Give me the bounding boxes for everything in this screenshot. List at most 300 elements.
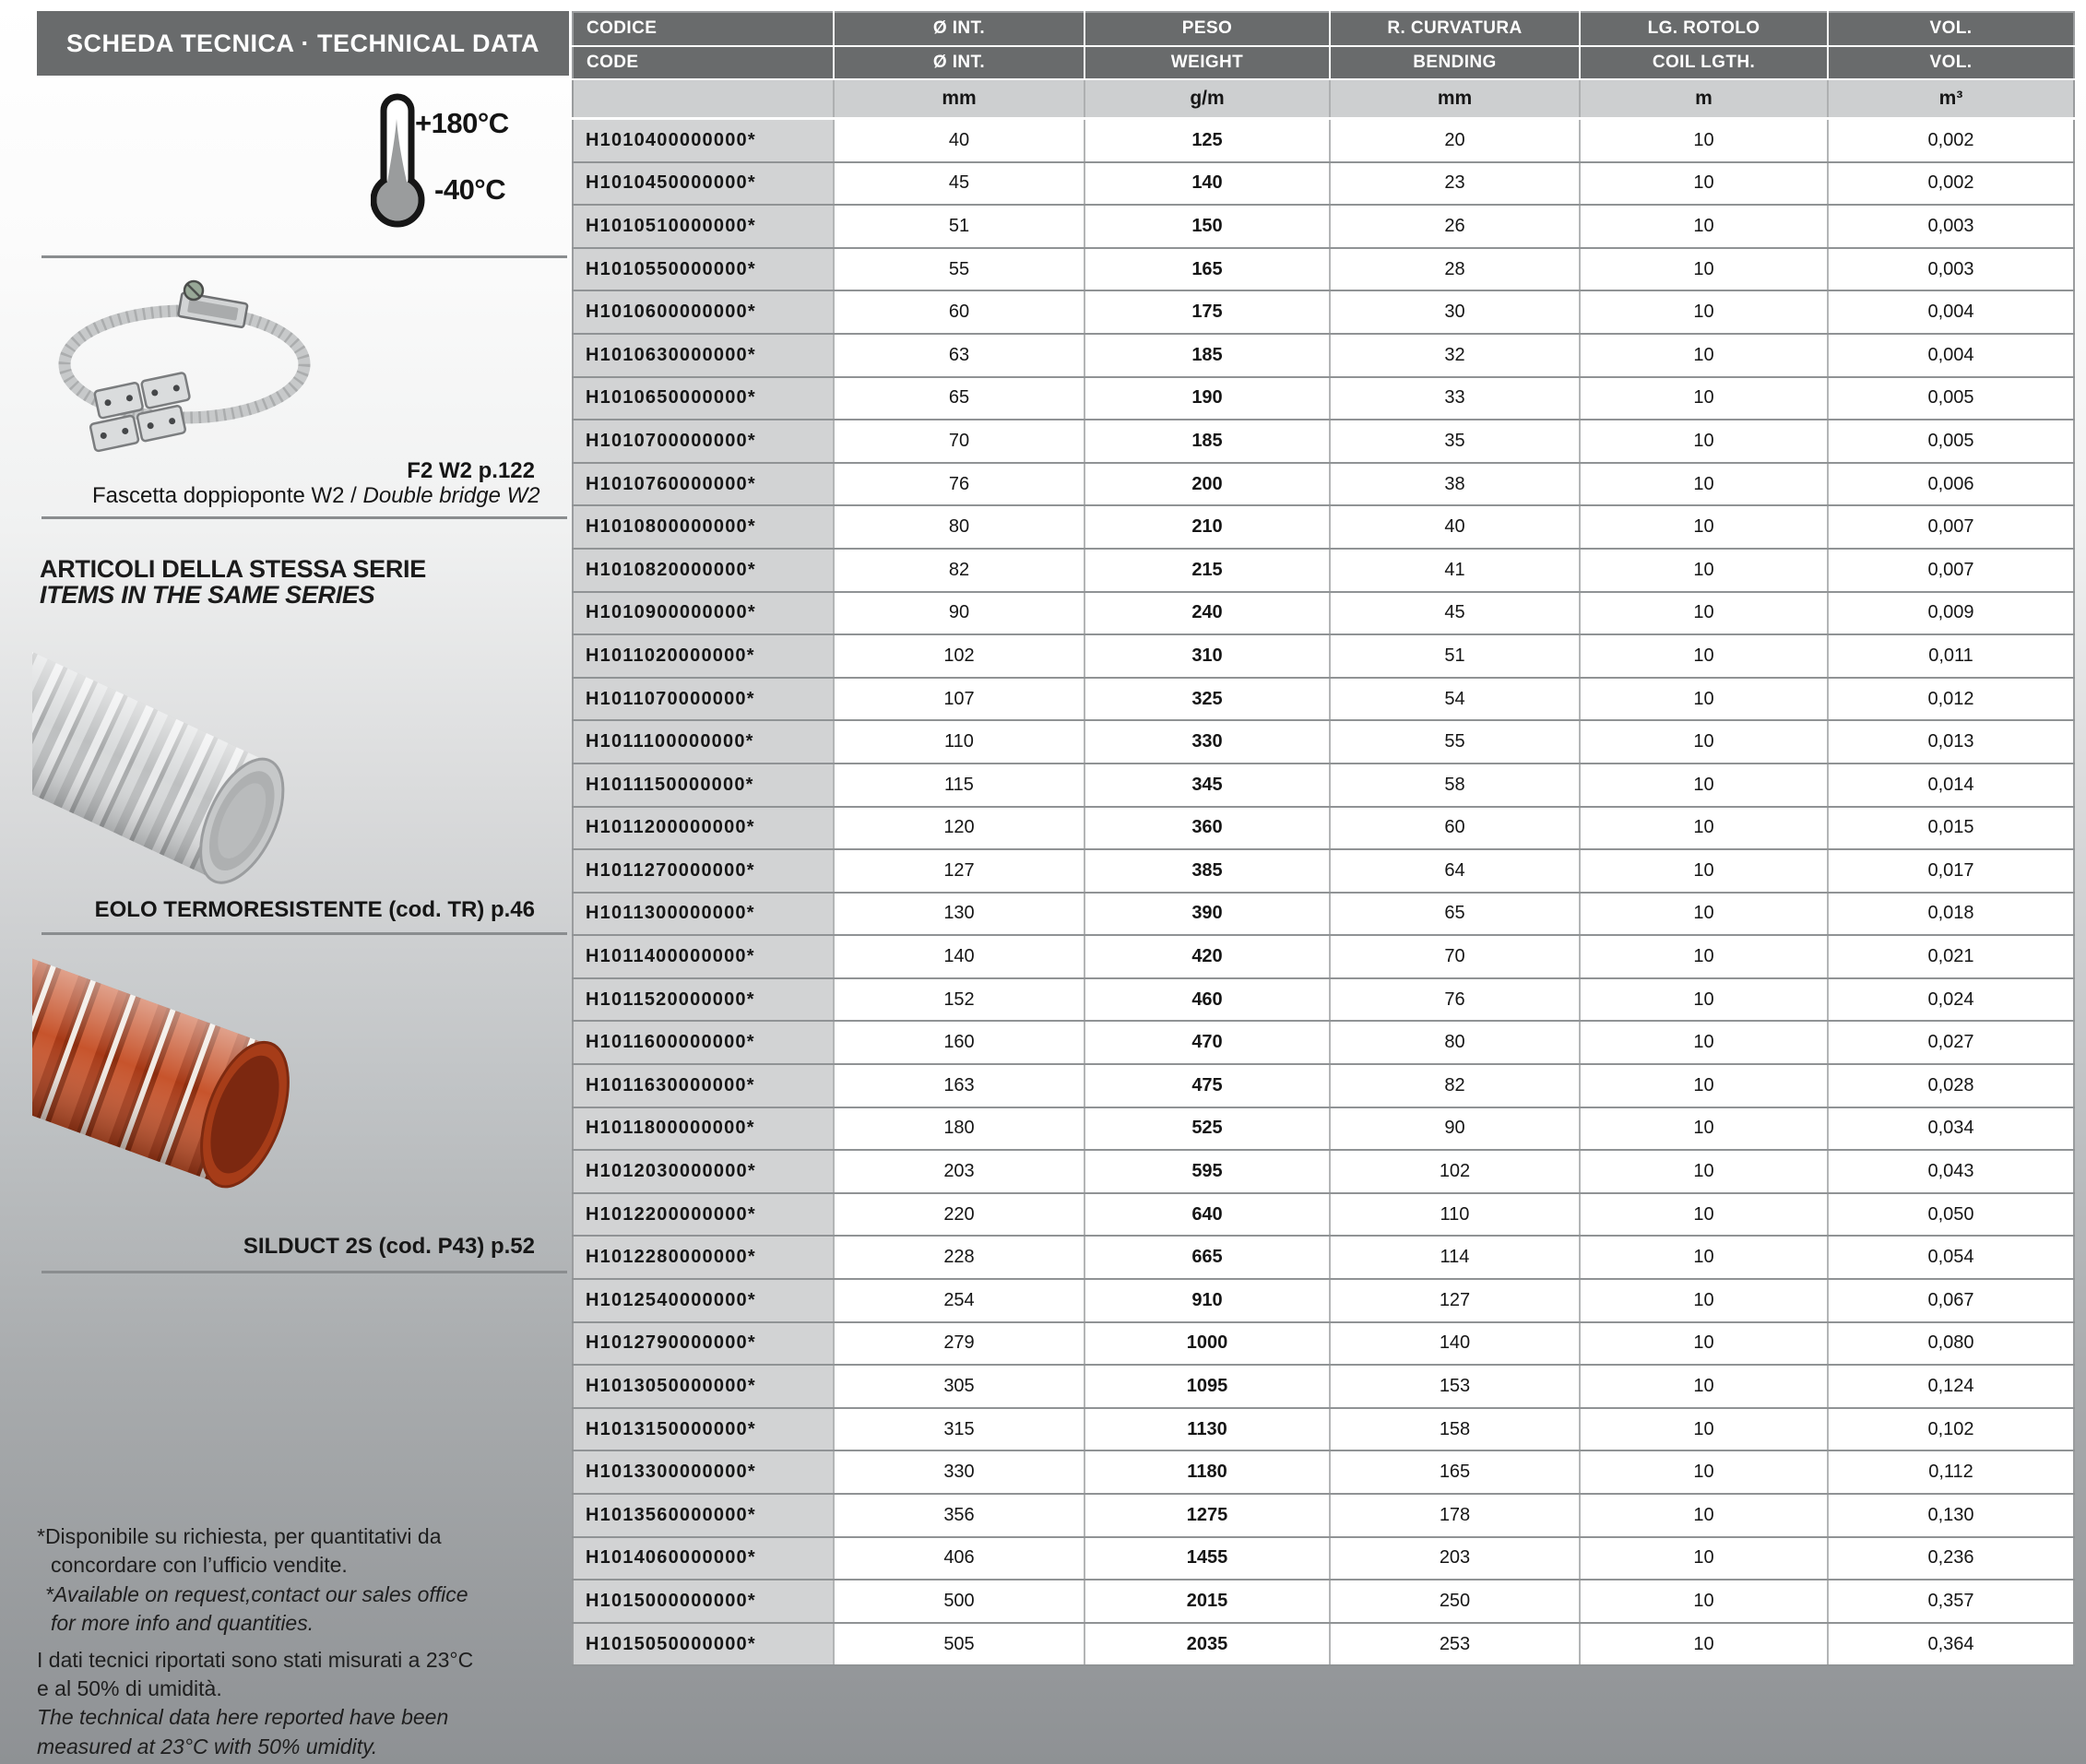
- coil-length-cell: 10: [1580, 935, 1828, 978]
- table-row: [573, 1580, 2074, 1623]
- bending-cell: 23: [1330, 162, 1580, 206]
- diameter-cell: 228: [834, 1236, 1084, 1279]
- table-row: [573, 978, 2074, 1022]
- bending-cell: 250: [1330, 1580, 1580, 1623]
- bending-cell: 64: [1330, 849, 1580, 893]
- table-row: [573, 1494, 2074, 1537]
- weight-cell: 470: [1084, 1021, 1330, 1064]
- table-row: [573, 1322, 2074, 1366]
- temp-min-label: -40°C: [434, 173, 506, 206]
- volume-cell: 0,002: [1828, 162, 2074, 206]
- bending-cell: 140: [1330, 1322, 1580, 1366]
- code-cell: H1011520000000*: [573, 978, 834, 1022]
- diameter-cell: 163: [834, 1064, 1084, 1107]
- unit-cell-volume: m³: [1828, 79, 2074, 119]
- coil-length-cell: 10: [1580, 162, 1828, 206]
- bending-cell: 165: [1330, 1450, 1580, 1494]
- code-cell: H1010900000000*: [573, 592, 834, 635]
- bending-cell: 253: [1330, 1623, 1580, 1666]
- coil-length-cell: 10: [1580, 1365, 1828, 1408]
- code-cell: H1010700000000*: [573, 420, 834, 463]
- bending-cell: 80: [1330, 1021, 1580, 1064]
- code-cell: H1012030000000*: [573, 1150, 834, 1193]
- same-series-title-en: ITEMS IN THE SAME SERIES: [40, 581, 375, 609]
- volume-cell: 0,009: [1828, 592, 2074, 635]
- weight-cell: 345: [1084, 764, 1330, 807]
- table-row: [573, 1021, 2074, 1064]
- weight-cell: 420: [1084, 935, 1330, 978]
- divider: [41, 1271, 567, 1273]
- diameter-cell: 330: [834, 1450, 1084, 1494]
- table-row: [573, 205, 2074, 248]
- table-row: [573, 377, 2074, 420]
- diameter-cell: 80: [834, 505, 1084, 549]
- bending-cell: 45: [1330, 592, 1580, 635]
- diameter-cell: 55: [834, 248, 1084, 291]
- diameter-cell: 152: [834, 978, 1084, 1022]
- unit-cell-bending: mm: [1330, 79, 1580, 119]
- code-cell: H1010550000000*: [573, 248, 834, 291]
- coil-length-cell: 10: [1580, 849, 1828, 893]
- weight-cell: 475: [1084, 1064, 1330, 1107]
- coil-length-cell: 10: [1580, 463, 1828, 506]
- table-body: [573, 119, 2074, 1666]
- unit-cell-coil: m: [1580, 79, 1828, 119]
- diameter-cell: 115: [834, 764, 1084, 807]
- table-row: [573, 290, 2074, 334]
- volume-cell: 0,003: [1828, 248, 2074, 291]
- weight-cell: 460: [1084, 978, 1330, 1022]
- bending-cell: 28: [1330, 248, 1580, 291]
- column-header-weight-en: WEIGHT: [1084, 46, 1330, 80]
- table-row: [573, 1064, 2074, 1107]
- volume-cell: 0,236: [1828, 1537, 2074, 1580]
- volume-cell: 0,130: [1828, 1494, 2074, 1537]
- clamp-photo: [51, 270, 318, 459]
- coil-length-cell: 10: [1580, 549, 1828, 592]
- weight-cell: 175: [1084, 290, 1330, 334]
- clamp-caption-en: Double bridge W2: [362, 483, 540, 508]
- weight-cell: 240: [1084, 592, 1330, 635]
- bending-cell: 33: [1330, 377, 1580, 420]
- volume-cell: 0,027: [1828, 1021, 2074, 1064]
- volume-cell: 0,112: [1828, 1450, 2074, 1494]
- diameter-cell: 51: [834, 205, 1084, 248]
- code-cell: H1011100000000*: [573, 720, 834, 764]
- footnote-measurement-it-line1: I dati tecnici riportati sono stati misurati a 23°C: [37, 1647, 474, 1672]
- bending-cell: 35: [1330, 420, 1580, 463]
- diameter-cell: 63: [834, 334, 1084, 377]
- diameter-cell: 130: [834, 893, 1084, 936]
- table-row: [573, 1107, 2074, 1151]
- volume-cell: 0,021: [1828, 935, 2074, 978]
- column-header-coil-it: LG. ROTOLO: [1580, 12, 1828, 46]
- coil-length-cell: 10: [1580, 334, 1828, 377]
- table-row: [573, 505, 2074, 549]
- code-cell: H1014060000000*: [573, 1537, 834, 1580]
- diameter-cell: 160: [834, 1021, 1084, 1064]
- coil-length-cell: 10: [1580, 119, 1828, 162]
- code-cell: H1010400000000*: [573, 119, 834, 162]
- footnotes: [37, 1522, 480, 1761]
- diameter-cell: 279: [834, 1322, 1084, 1366]
- unit-cell-code: [573, 79, 834, 119]
- silduct-hose-photo: [32, 948, 304, 1208]
- code-cell: H1015050000000*: [573, 1623, 834, 1666]
- weight-cell: 665: [1084, 1236, 1330, 1279]
- diameter-cell: 356: [834, 1494, 1084, 1537]
- footnote-measurement-en-line1: The technical data here reported have been: [37, 1705, 449, 1730]
- column-header-diameter-en: Ø INT.: [834, 46, 1084, 80]
- coil-length-cell: 10: [1580, 1580, 1828, 1623]
- volume-cell: 0,364: [1828, 1623, 2074, 1666]
- footnote-availability-en-line2: for more info and quantities.: [51, 1611, 314, 1636]
- code-cell: H1011270000000*: [573, 849, 834, 893]
- unit-cell-weight: g/m: [1084, 79, 1330, 119]
- volume-cell: 0,357: [1828, 1580, 2074, 1623]
- column-header-code-it: CODICE: [573, 12, 834, 46]
- table-row: [573, 420, 2074, 463]
- table-row: [573, 463, 2074, 506]
- bending-cell: 41: [1330, 549, 1580, 592]
- table-row: [573, 1150, 2074, 1193]
- code-cell: H1011150000000*: [573, 764, 834, 807]
- footnote-measurement-it-line2: e al 50% di umidità.: [37, 1676, 222, 1701]
- divider: [41, 516, 567, 519]
- volume-cell: 0,034: [1828, 1107, 2074, 1151]
- clamp-caption-it: Fascetta doppioponte W2 /: [92, 483, 363, 508]
- weight-cell: 910: [1084, 1279, 1330, 1322]
- eolo-hose-photo: [32, 648, 304, 899]
- table-row: [573, 549, 2074, 592]
- weight-cell: 190: [1084, 377, 1330, 420]
- coil-length-cell: 10: [1580, 1107, 1828, 1151]
- diameter-cell: 254: [834, 1279, 1084, 1322]
- bending-cell: 54: [1330, 678, 1580, 721]
- table-row: [573, 334, 2074, 377]
- volume-cell: 0,017: [1828, 849, 2074, 893]
- diameter-cell: 500: [834, 1580, 1084, 1623]
- diameter-cell: 65: [834, 377, 1084, 420]
- code-cell: H1010800000000*: [573, 505, 834, 549]
- table-row: [573, 1365, 2074, 1408]
- coil-length-cell: 10: [1580, 1537, 1828, 1580]
- table-row: [573, 1623, 2074, 1666]
- coil-length-cell: 10: [1580, 807, 1828, 850]
- column-header-volume-en: VOL.: [1828, 46, 2074, 80]
- bending-cell: 178: [1330, 1494, 1580, 1537]
- volume-cell: 0,014: [1828, 764, 2074, 807]
- column-header-weight-it: PESO: [1084, 12, 1330, 46]
- table-row: [573, 1450, 2074, 1494]
- code-cell: H1010600000000*: [573, 290, 834, 334]
- coil-length-cell: 10: [1580, 592, 1828, 635]
- coil-length-cell: 10: [1580, 720, 1828, 764]
- divider: [41, 255, 567, 258]
- footnote-availability-it-line2: concordare con l’ufficio vendite.: [51, 1553, 348, 1578]
- page-title-bar: [37, 11, 569, 76]
- footnote-measurement-en-line2: measured at 23°C with 50% umidity.: [37, 1734, 378, 1758]
- clamp-caption: [92, 483, 540, 509]
- volume-cell: 0,005: [1828, 377, 2074, 420]
- code-cell: H1010510000000*: [573, 205, 834, 248]
- weight-cell: 1180: [1084, 1450, 1330, 1494]
- coil-length-cell: 10: [1580, 290, 1828, 334]
- volume-cell: 0,002: [1828, 119, 2074, 162]
- table-row: [573, 1537, 2074, 1580]
- code-cell: H1011400000000*: [573, 935, 834, 978]
- weight-cell: 525: [1084, 1107, 1330, 1151]
- weight-cell: 310: [1084, 634, 1330, 678]
- bending-cell: 26: [1330, 205, 1580, 248]
- coil-length-cell: 10: [1580, 420, 1828, 463]
- volume-cell: 0,015: [1828, 807, 2074, 850]
- code-cell: H1015000000000*: [573, 1580, 834, 1623]
- table-units-row: [573, 79, 2074, 119]
- code-cell: H1010450000000*: [573, 162, 834, 206]
- coil-length-cell: 10: [1580, 248, 1828, 291]
- volume-cell: 0,004: [1828, 290, 2074, 334]
- diameter-cell: 127: [834, 849, 1084, 893]
- coil-length-cell: 10: [1580, 505, 1828, 549]
- code-cell: H1011600000000*: [573, 1021, 834, 1064]
- weight-cell: 185: [1084, 334, 1330, 377]
- bending-cell: 153: [1330, 1365, 1580, 1408]
- volume-cell: 0,003: [1828, 205, 2074, 248]
- volume-cell: 0,018: [1828, 893, 2074, 936]
- diameter-cell: 90: [834, 592, 1084, 635]
- volume-cell: 0,067: [1828, 1279, 2074, 1322]
- weight-cell: 330: [1084, 720, 1330, 764]
- clamp-code-label: F2 W2 p.122: [407, 458, 535, 483]
- coil-length-cell: 10: [1580, 634, 1828, 678]
- weight-cell: 185: [1084, 420, 1330, 463]
- bending-cell: 114: [1330, 1236, 1580, 1279]
- table-row: [573, 1236, 2074, 1279]
- coil-length-cell: 10: [1580, 764, 1828, 807]
- code-cell: H1013560000000*: [573, 1494, 834, 1537]
- table-row: [573, 720, 2074, 764]
- code-cell: H1013300000000*: [573, 1450, 834, 1494]
- footnote-availability-en-line1: *Available on request,contact our sales office: [45, 1581, 468, 1606]
- code-cell: H1012280000000*: [573, 1236, 834, 1279]
- weight-cell: 150: [1084, 205, 1330, 248]
- table-row: [573, 592, 2074, 635]
- diameter-cell: 315: [834, 1408, 1084, 1451]
- bending-cell: 65: [1330, 893, 1580, 936]
- weight-cell: 2035: [1084, 1623, 1330, 1666]
- code-cell: H1011630000000*: [573, 1064, 834, 1107]
- code-cell: H1011300000000*: [573, 893, 834, 936]
- table-row: [573, 162, 2074, 206]
- coil-length-cell: 10: [1580, 1450, 1828, 1494]
- table-header-row-it: [573, 12, 2074, 46]
- coil-length-cell: 10: [1580, 1150, 1828, 1193]
- table-row: [573, 1193, 2074, 1237]
- table-row: [573, 893, 2074, 936]
- code-cell: H1012540000000*: [573, 1279, 834, 1322]
- table-row: [573, 678, 2074, 721]
- weight-cell: 595: [1084, 1150, 1330, 1193]
- bending-cell: 102: [1330, 1150, 1580, 1193]
- bending-cell: 203: [1330, 1537, 1580, 1580]
- diameter-cell: 40: [834, 119, 1084, 162]
- coil-length-cell: 10: [1580, 1236, 1828, 1279]
- divider: [41, 932, 567, 935]
- bending-cell: 60: [1330, 807, 1580, 850]
- coil-length-cell: 10: [1580, 678, 1828, 721]
- weight-cell: 385: [1084, 849, 1330, 893]
- weight-cell: 2015: [1084, 1580, 1330, 1623]
- diameter-cell: 70: [834, 420, 1084, 463]
- table-row: [573, 764, 2074, 807]
- page-title: SCHEDA TECNICA · TECHNICAL DATA: [66, 29, 539, 57]
- weight-cell: 1275: [1084, 1494, 1330, 1537]
- technical-data-table: [572, 11, 2075, 1666]
- coil-length-cell: 10: [1580, 1408, 1828, 1451]
- unit-cell-diameter: mm: [834, 79, 1084, 119]
- volume-cell: 0,007: [1828, 505, 2074, 549]
- code-cell: H1011020000000*: [573, 634, 834, 678]
- weight-cell: 1000: [1084, 1322, 1330, 1366]
- code-cell: H1010820000000*: [573, 549, 834, 592]
- bending-cell: 76: [1330, 978, 1580, 1022]
- code-cell: H1011070000000*: [573, 678, 834, 721]
- coil-length-cell: 10: [1580, 1322, 1828, 1366]
- table-row: [573, 849, 2074, 893]
- code-cell: H1012790000000*: [573, 1322, 834, 1366]
- weight-cell: 325: [1084, 678, 1330, 721]
- bending-cell: 90: [1330, 1107, 1580, 1151]
- weight-cell: 640: [1084, 1193, 1330, 1237]
- bending-cell: 40: [1330, 505, 1580, 549]
- bending-cell: 82: [1330, 1064, 1580, 1107]
- column-header-diameter-it: Ø INT.: [834, 12, 1084, 46]
- table-row: [573, 935, 2074, 978]
- volume-cell: 0,006: [1828, 463, 2074, 506]
- diameter-cell: 220: [834, 1193, 1084, 1237]
- coil-length-cell: 10: [1580, 978, 1828, 1022]
- weight-cell: 165: [1084, 248, 1330, 291]
- code-cell: H1010630000000*: [573, 334, 834, 377]
- volume-cell: 0,050: [1828, 1193, 2074, 1237]
- diameter-cell: 76: [834, 463, 1084, 506]
- column-header-bending-it: R. CURVATURA: [1330, 12, 1580, 46]
- weight-cell: 360: [1084, 807, 1330, 850]
- diameter-cell: 45: [834, 162, 1084, 206]
- column-header-code-en: CODE: [573, 46, 834, 80]
- bending-cell: 30: [1330, 290, 1580, 334]
- bending-cell: 20: [1330, 119, 1580, 162]
- bending-cell: 32: [1330, 334, 1580, 377]
- volume-cell: 0,028: [1828, 1064, 2074, 1107]
- table-row: [573, 1279, 2074, 1322]
- coil-length-cell: 10: [1580, 1623, 1828, 1666]
- column-header-coil-en: COIL LGTH.: [1580, 46, 1828, 80]
- code-cell: H1011200000000*: [573, 807, 834, 850]
- table-row: [573, 634, 2074, 678]
- volume-cell: 0,043: [1828, 1150, 2074, 1193]
- code-cell: H1010650000000*: [573, 377, 834, 420]
- coil-length-cell: 10: [1580, 1494, 1828, 1537]
- volume-cell: 0,007: [1828, 549, 2074, 592]
- volume-cell: 0,054: [1828, 1236, 2074, 1279]
- volume-cell: 0,124: [1828, 1365, 2074, 1408]
- volume-cell: 0,080: [1828, 1322, 2074, 1366]
- diameter-cell: 120: [834, 807, 1084, 850]
- weight-cell: 1095: [1084, 1365, 1330, 1408]
- coil-length-cell: 10: [1580, 1279, 1828, 1322]
- diameter-cell: 305: [834, 1365, 1084, 1408]
- diameter-cell: 60: [834, 290, 1084, 334]
- diameter-cell: 82: [834, 549, 1084, 592]
- diameter-cell: 102: [834, 634, 1084, 678]
- silduct-caption: SILDUCT 2S (cod. P43) p.52: [243, 1234, 535, 1259]
- volume-cell: 0,012: [1828, 678, 2074, 721]
- diameter-cell: 505: [834, 1623, 1084, 1666]
- bending-cell: 55: [1330, 720, 1580, 764]
- footnote-availability-it-line1: *Disponibile su richiesta, per quantitativi da: [37, 1524, 442, 1548]
- diameter-cell: 107: [834, 678, 1084, 721]
- weight-cell: 390: [1084, 893, 1330, 936]
- volume-cell: 0,005: [1828, 420, 2074, 463]
- coil-length-cell: 10: [1580, 1064, 1828, 1107]
- column-header-bending-en: BENDING: [1330, 46, 1580, 80]
- eolo-caption: EOLO TERMORESISTENTE (cod. TR) p.46: [94, 897, 535, 922]
- bending-cell: 58: [1330, 764, 1580, 807]
- table-row: [573, 1408, 2074, 1451]
- weight-cell: 215: [1084, 549, 1330, 592]
- coil-length-cell: 10: [1580, 893, 1828, 936]
- volume-cell: 0,102: [1828, 1408, 2074, 1451]
- table-row: [573, 807, 2074, 850]
- same-series-title-it: ARTICOLI DELLA STESSA SERIE: [40, 555, 426, 583]
- coil-length-cell: 10: [1580, 377, 1828, 420]
- bending-cell: 70: [1330, 935, 1580, 978]
- weight-cell: 210: [1084, 505, 1330, 549]
- column-header-volume-it: VOL.: [1828, 12, 2074, 46]
- code-cell: H1012200000000*: [573, 1193, 834, 1237]
- volume-cell: 0,011: [1828, 634, 2074, 678]
- table-row: [573, 248, 2074, 291]
- diameter-cell: 203: [834, 1150, 1084, 1193]
- volume-cell: 0,013: [1828, 720, 2074, 764]
- code-cell: H1013050000000*: [573, 1365, 834, 1408]
- bending-cell: 158: [1330, 1408, 1580, 1451]
- code-cell: H1011800000000*: [573, 1107, 834, 1151]
- bending-cell: 51: [1330, 634, 1580, 678]
- temp-max-label: +180°C: [415, 107, 509, 139]
- bending-cell: 127: [1330, 1279, 1580, 1322]
- weight-cell: 1130: [1084, 1408, 1330, 1451]
- coil-length-cell: 10: [1580, 205, 1828, 248]
- weight-cell: 125: [1084, 119, 1330, 162]
- diameter-cell: 110: [834, 720, 1084, 764]
- weight-cell: 200: [1084, 463, 1330, 506]
- coil-length-cell: 10: [1580, 1021, 1828, 1064]
- diameter-cell: 180: [834, 1107, 1084, 1151]
- bending-cell: 38: [1330, 463, 1580, 506]
- bending-cell: 110: [1330, 1193, 1580, 1237]
- code-cell: H1010760000000*: [573, 463, 834, 506]
- diameter-cell: 406: [834, 1537, 1084, 1580]
- weight-cell: 140: [1084, 162, 1330, 206]
- diameter-cell: 140: [834, 935, 1084, 978]
- volume-cell: 0,024: [1828, 978, 2074, 1022]
- table-row: [573, 119, 2074, 162]
- table-header-row-en: [573, 46, 2074, 80]
- code-cell: H1013150000000*: [573, 1408, 834, 1451]
